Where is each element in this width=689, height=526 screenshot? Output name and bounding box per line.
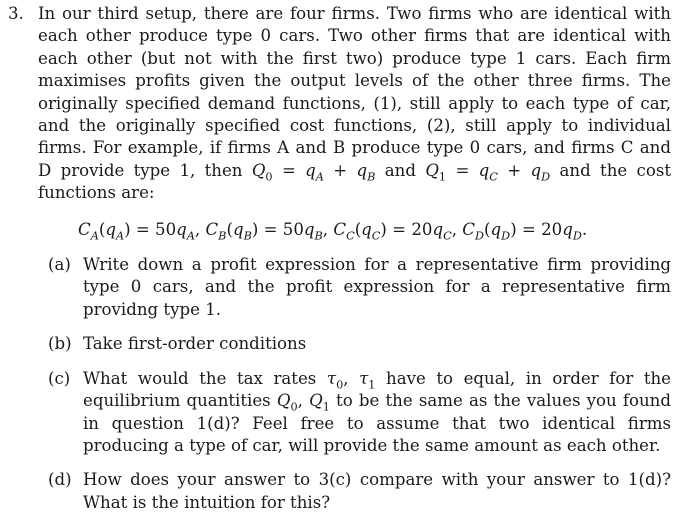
question-intro-text: In our third setup, there are four firms. Two firms who are identical with each other produce type 0 cars. Two other firms that are identical with each other (but not with the first two) produce type 1 cars. Each firm maximises profits given the output levels of the other three firms. The originally specified demand functions, (1), still apply to each type of car, and the originally specified cost functions, (2), still apply to individual firms. For example, if firms A and B produce type 0 cars, and firms C and D provide type 1, then xyxy=(38,4,671,180)
part-label: (b) xyxy=(48,334,72,354)
and-word: and xyxy=(384,160,416,180)
tax-rates-math: $\tau_0$, $\tau_1$ xyxy=(326,368,376,391)
part-c-text-2: have to equal, in order for the equilibrium quantities xyxy=(83,368,672,411)
part-text xyxy=(83,368,671,458)
quantities-math: $Q_0$, $Q_1$ xyxy=(276,391,330,414)
part-text: How does your answer to 3(c) compare with your answer to 1(d)? What is the intuition for this? xyxy=(83,470,671,512)
question-intro-tail: and the cost functions are: xyxy=(38,160,672,203)
question-intro xyxy=(38,3,671,205)
question-body xyxy=(38,3,671,526)
part-c xyxy=(38,368,671,458)
aggregate-equation-type-0: $Q_0 = q_A + q_B$ xyxy=(251,160,376,184)
question-number: 3. xyxy=(8,4,24,23)
part-label: (c) xyxy=(48,368,71,388)
part-label: (d) xyxy=(48,470,72,490)
part-label: (a) xyxy=(48,255,71,275)
question-3 xyxy=(8,3,671,526)
cost-functions-equation: $C_A(q_A) = 50q_A$, $C_B(q_B) = 50q_B$, $C_C(q_C) = 20q_C$, $C_D(q_D) = 20q_D$. xyxy=(78,219,588,242)
part-c-text-3: to be the same as the values you found in question 1(d)? Feel free to assume that two identical firms producing a type of car, will provide the same amount as each other. xyxy=(83,391,671,455)
part-text: Take first-order conditions xyxy=(83,334,307,354)
aggregate-equation-type-1: $Q_1 = q_C + q_D$ xyxy=(425,160,551,184)
part-d xyxy=(38,469,671,514)
part-text: Write down a profit expression for a representative firm providing type 0 cars, and the profit expression for a representative firm providng type 1. xyxy=(83,255,671,319)
part-a xyxy=(38,254,671,321)
part-c-text-1: What would the tax rates xyxy=(83,368,317,388)
question-parts xyxy=(38,254,671,514)
part-b xyxy=(38,333,671,355)
